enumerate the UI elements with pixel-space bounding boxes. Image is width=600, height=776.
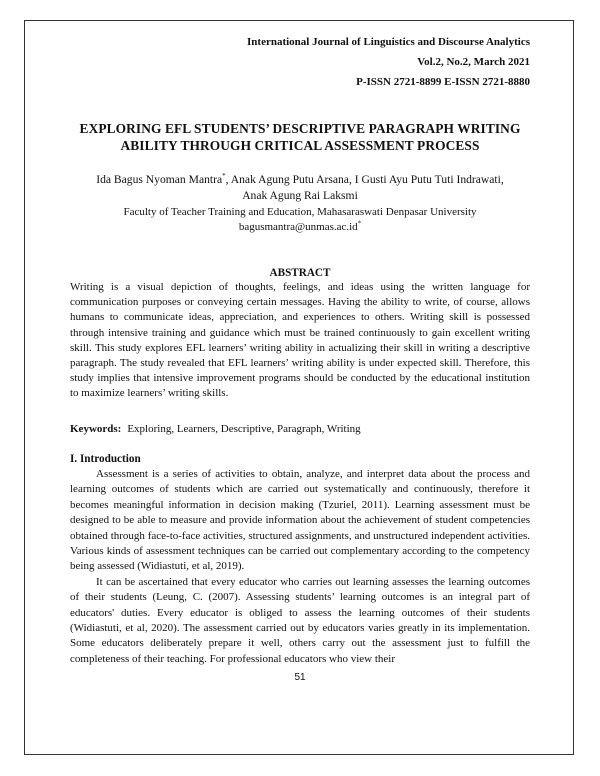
abstract-heading: ABSTRACT [269, 267, 331, 279]
journal-name: International Journal of Linguistics and Discourse Analytics [247, 36, 530, 48]
keywords [70, 422, 530, 436]
email-mark: * [357, 219, 362, 228]
title-line-1: EXPLORING EFL STUDENTS’ DESCRIPTIVE PARAGRAPH WRITING [79, 121, 521, 136]
intro-paragraph: Assessment is a series of activities to obtain, analyze, and interpret data about the process and learning outcomes of students which are carried out systematically and continuously, therefore it becomes meaningful information in decision making (Tzuriel, 2011). Learning assessment must be designed to be able to measure and provide information about the achievement of student competencies obtained through face-to-face activities, structured assignments, and unstructured independent activities. Various kinds of assessment techniques can be carried out complementary according to the competency being assessed (Widiastuti, et al, 2019). [70, 468, 530, 573]
intro-paragraph: It can be ascertained that every educator who carries out learning assesses the learning outcomes of their students (Leung, C. (2007). Assessing students’ learning outcomes is an integral part of educators' duties. Every educator is obliged to assess the learning outcomes of their students (Widiastuti, et al, 2020). The assessment carried out by educators varies greatly in its implementation. Some educators deliberately prepare it well, others carry out the assessment just to fulfill the completeness of their teaching. For professional educators who view their [70, 575, 530, 665]
coauthors: , Anak Agung Putu Arsana, I Gusti Ayu Putu Tuti Indrawati, [225, 173, 504, 186]
affiliation: Faculty of Teacher Training and Education, Mahasaraswati Denpasar University [123, 206, 477, 218]
author-line-1 [60, 172, 540, 188]
email-line [60, 220, 540, 235]
keywords-text: Exploring, Learners, Descriptive, Paragraph, Writing [127, 423, 361, 435]
introduction-body [70, 467, 530, 667]
author-line-2: Anak Agung Rai Laksmi [242, 189, 358, 202]
affiliation-block [60, 205, 540, 235]
abstract-text: Writing is a visual depiction of thoughts, feelings, and ideas using the written language for communication purposes or conveying certain messages. Having the ability to write, of course, allows humans to communicate ideas, appreciation, and experiences to others. Writing skill is possessed through intensive training and guidance which must be trained continuously to gain excellent writing skill. This study explores EFL learners’ writing ability in actualizing their skill in writing a descriptive paragraph. The study revealed that EFL learners’ writing ability is under expected skill. Therefore, this study implies that intensive improvement programs should be conducted by the educational institution to maximize learners’ writing skills. [70, 281, 530, 400]
corresponding-author: Ida Bagus Nyoman Mantra [96, 173, 223, 186]
page-number: 51 [294, 672, 306, 683]
paper-title [60, 120, 540, 154]
keywords-label: Keywords: [70, 423, 122, 435]
author-list [60, 172, 540, 204]
corresponding-mark: * [222, 172, 226, 181]
section-heading: I. Introduction [70, 453, 141, 465]
journal-issn: P-ISSN 2721-8899 E-ISSN 2721-8880 [356, 76, 530, 88]
journal-volume: Vol.2, No.2, March 2021 [417, 56, 530, 68]
email: bagusmantra@unmas.ac.id [238, 221, 358, 233]
title-line-2: ABILITY THROUGH CRITICAL ASSESSMENT PROCESS [120, 138, 480, 153]
